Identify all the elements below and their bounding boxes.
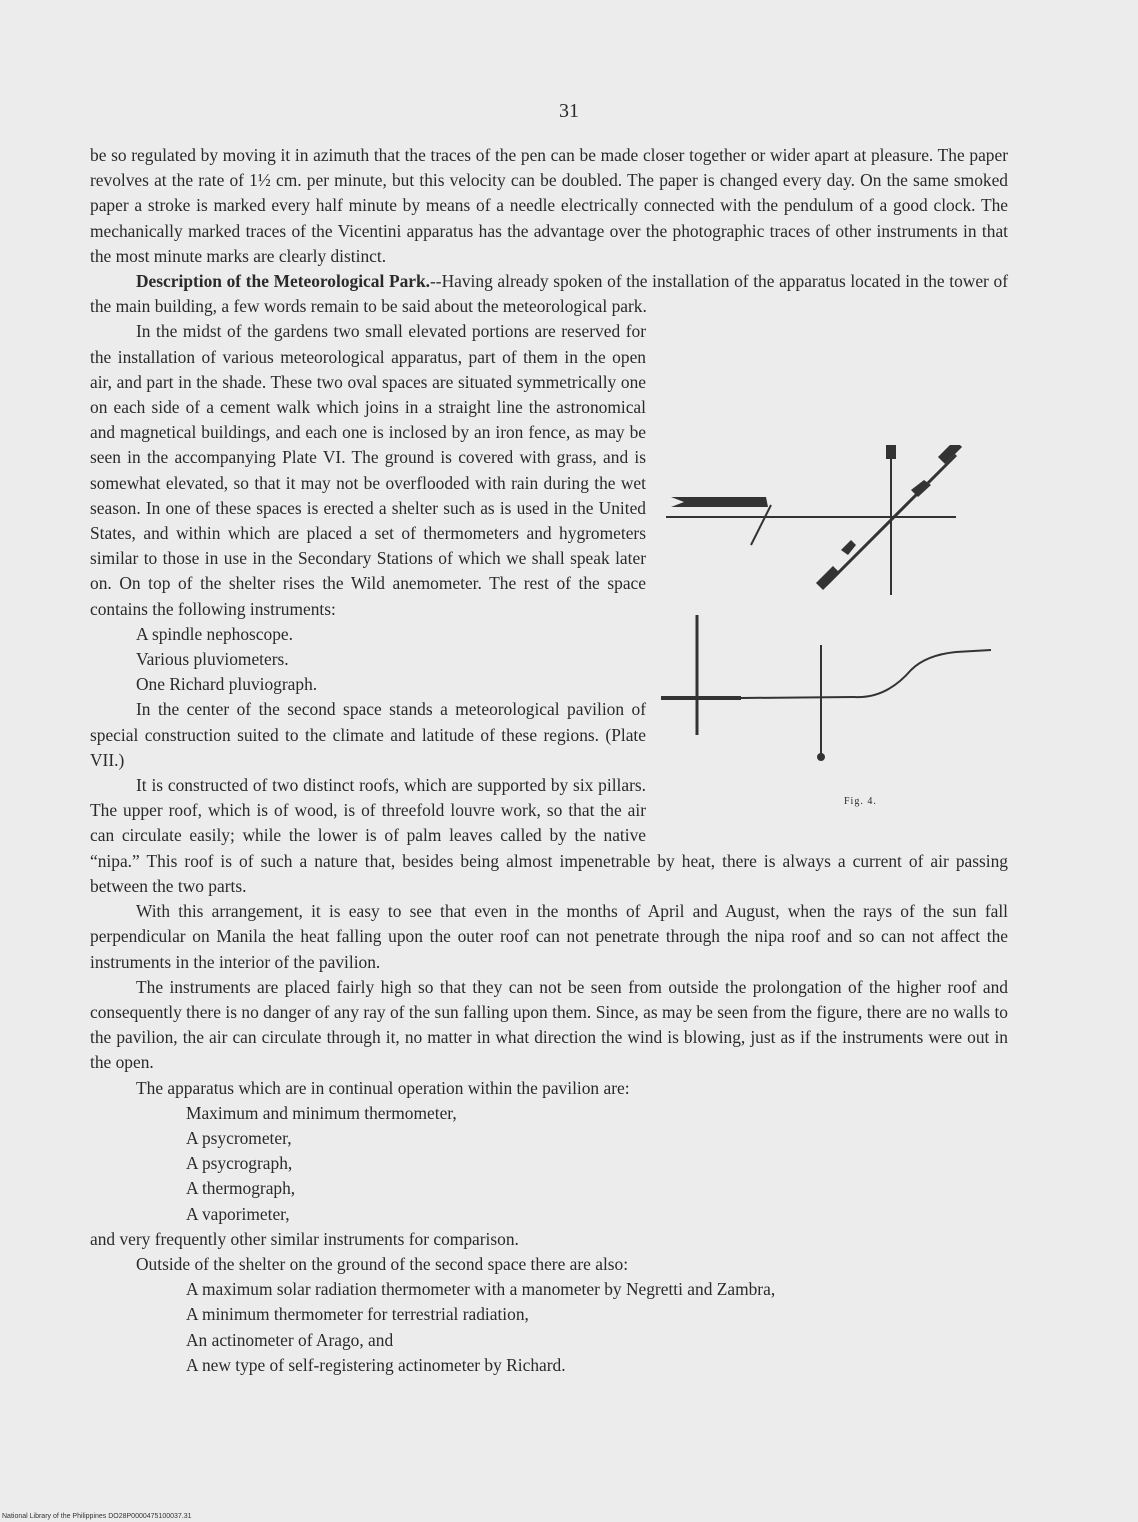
list-item: A new type of self-registering actinometer by Richard. (186, 1354, 566, 1375)
paragraph-roofs: It is constructed of two distinct roofs, which are supported by six pillars. The upper roof, which is of wood, is of threefold louvre work, so that the air can circulate easily; while the lower is of palm leaves called by the native “nipa.” This roof is of such a nature that, besides being almost impenetrable by heat, there is always a current of air passing between the two parts. (90, 775, 1008, 896)
paragraph-gardens: Fig. 4. In the midst of the gardens two small elevated portions are reserved for the installation of various meteorological apparatus, part of them in the open air, and part in the shade. These two oval spaces are situated symmetrically one on each side of a cement walk which joins in a straight line the astronomical and magnetical buildings, and each one is inclosed by an iron fence, as may be seen in the accompanying Plate VI. The ground is covered with grass, and is somewhat elevated, so that it may not be overflooded with rain during the wet season. In one of these spaces is erected a shelter such as is used in the United States, and within which are placed a set of thermometers and hygrometers similar to those in use in the Secondary Stations of which we shall speak later on. On top of the shelter rises the Wild anemometer. The rest of the space contains the following instruments: (90, 319, 1008, 621)
outside-instrument-list (90, 1277, 1008, 1378)
paragraph-park-description: Description of the Meteorological Park.--Having already spoken of the installation of the apparatus located in the tower of the main building, a few words remain to be said about the meteorological park. (90, 271, 1008, 317)
body-text (90, 143, 1008, 1378)
page-number: 31 (559, 100, 579, 122)
pen-arm-shape (671, 497, 768, 507)
paragraph-outside-intro: Outside of the shelter on the ground of the second space there are also: (136, 1253, 629, 1274)
paragraph-comparison: and very frequently other similar instruments for comparison. (90, 1228, 519, 1249)
figure-4 (656, 445, 1008, 840)
list-item: A vaporimeter, (186, 1203, 290, 1224)
list-item: A psycrograph, (186, 1153, 293, 1174)
pavilion-instrument-list (90, 1101, 1008, 1227)
paragraph-instrument-placement: The instruments are placed fairly high so that they can not be seen from outside the prolongation of the higher roof and consequently there is no danger of any ray of the sun falling upon them. Since, as may be seen from the figure, there are no walls to the pavilion, the air can circulate through it, no matter in what direction the wind is blowing, just as if the instruments were out in the open. (90, 976, 1008, 1073)
list-item: A minimum thermometer for terrestrial radiation, (186, 1304, 529, 1325)
paragraph-apparatus-intro: The apparatus which are in continual operation within the pavilion are: (136, 1077, 630, 1098)
list-item: A thermograph, (186, 1178, 296, 1199)
paragraph-arrangement: With this arrangement, it is easy to see that even in the months of April and August, when the rays of the sun fall perpendicular on Manila the heat falling upon the outer roof can not penetrate through the nipa roof and so can not affect the instruments in the interior of the pavilion. (90, 901, 1008, 972)
paragraph-pavilion: In the center of the second space stands a meteorological pavilion of special construction suited to the climate and latitude of these regions. (Plate VII.) (90, 699, 646, 770)
list-item: Various pluviometers. (136, 649, 289, 670)
paragraph-continuation: be so regulated by moving it in azimuth that the traces of the pen can be made closer together or wider apart at pleasure. The paper revolves at the rate of 1½ cm. per minute, but this velocity can be doubled. The paper is changed every day. On the same smoked paper a stroke is marked every half minute by means of a needle electrically connected with the pendulum of a good clock. The mechanically marked traces of the Vicentini apparatus has the advantage over the photographic traces of other instruments in that the most minute marks are clearly distinct. (90, 145, 1008, 266)
list-item: A spindle nephoscope. (136, 623, 293, 644)
list-item: One Richard pluviograph. (136, 674, 318, 695)
list-item: An actinometer of Arago, and (186, 1329, 394, 1350)
instrument-diagram (656, 445, 1008, 840)
section-heading: Description of the Meteorological Park. (136, 271, 430, 292)
list-item: A maximum solar radiation thermometer with a manometer by Negretti and Zambra, (186, 1279, 776, 1300)
library-footer: National Library of the Philippines DO28P0000475100037.31 (2, 1513, 192, 1520)
list-item: A psycrometer, (186, 1127, 292, 1148)
list-item: Maximum and minimum thermometer, (186, 1102, 457, 1123)
figure-caption: Fig. 4. (844, 796, 877, 808)
